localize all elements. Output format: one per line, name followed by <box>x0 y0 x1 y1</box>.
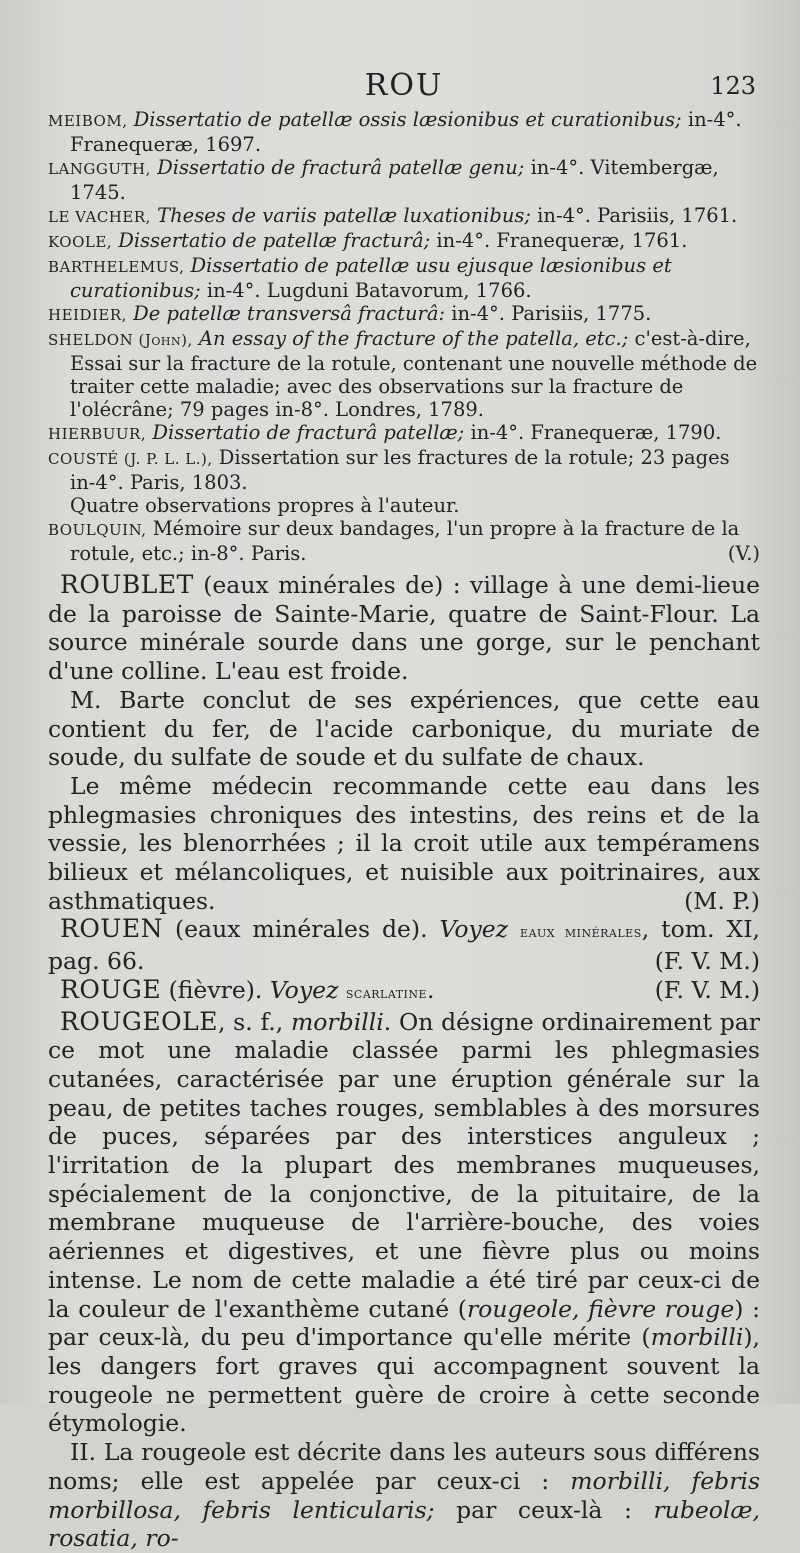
entry-text: (fièvre). <box>161 975 270 1004</box>
entry-paragraph <box>48 571 760 686</box>
bibliography-item <box>48 254 760 302</box>
bib-details: Quatre observations propres à l'auteur. <box>70 494 460 517</box>
entry-text: . <box>427 975 435 1004</box>
entry-text: II. La rougeole est décrite dans les auteurs sous différens noms; elle est appelée par ceux-ci : <box>48 1438 760 1495</box>
author-signature: (F. V. M.) <box>654 947 760 976</box>
entry-text <box>338 976 345 1004</box>
bib-title: Theses de variis patellæ luxationibus; <box>157 204 531 227</box>
entry-paragraph <box>48 915 760 975</box>
bibliography-item <box>48 156 760 204</box>
entry-text: rougeole, fièvre rouge <box>466 1294 735 1323</box>
entry-text: M. Barte conclut de ses expériences, que cette eau contient du fer, de l'acide carbonique, du muriate de soude, du sulfate de soude et du sulfate de chaux. <box>48 685 760 772</box>
entry-text: , s. f., <box>217 1007 291 1036</box>
bib-author: HEIDIER, <box>48 306 127 324</box>
bib-author: SHELDON (John), <box>48 331 193 349</box>
bib-author: BOULQUIN, <box>48 521 147 539</box>
bib-author: BARTHELEMUS, <box>48 258 185 276</box>
bibliography-item <box>48 421 760 446</box>
bibliography-list <box>48 108 760 565</box>
bib-title: Dissertatio de patellæ usu ejusque læsionibus et curationibus; <box>70 254 672 302</box>
bib-details: in-4°. Parisiis, 1775. <box>451 302 652 325</box>
entry-text: . On désigne ordinairement par ce mot une maladie classée parmi les phlegmasies cutanées, caractérisée par une éruption générale sur la peau, de petites taches rouges, semblables à des morsures de puces, séparées par des interstices anguleux ; l'irritation de la plupart des membranes muqueuses, spécialement de la conjonctive, de la pituitaire, de la membrane muqueuse de l'arrière-bouche, des voies aériennes et digestives, et une fièvre plus ou moins intense. Le nom de cette maladie a été tiré par ceux-ci de la couleur de l'exanthème cutané ( <box>48 1007 760 1323</box>
bib-author: KOOLE, <box>48 233 113 251</box>
bib-details: in-4°. Franequeræ, 1790. <box>470 421 722 444</box>
entry-paragraph <box>48 1008 760 1439</box>
bibliography-item <box>48 204 760 229</box>
entry-text: Le même médecin recommande cette eau dans les phlegmasies chroniques des intestins, des reins et de la vessie, les blenorrhées ; il la croit utile aux tempéramens bilieux et mélancoliques, et nuisible aux poitrinaires, aux asthmatiques. <box>48 771 760 915</box>
bib-title: Dissertatio de patellæ fracturâ; <box>118 229 431 252</box>
dictionary-entries <box>48 571 760 1553</box>
page-number: 123 <box>710 72 756 100</box>
bib-title: Dissertatio de fracturâ patellæ genu; <box>157 156 525 179</box>
bibliography-item <box>48 327 760 421</box>
bib-signature: (V.) <box>727 542 760 565</box>
entry-paragraph <box>48 686 760 772</box>
bib-details: c'est-à-dire, Essai sur la fracture de la rotule, contenant une nouvelle méthode de traiter cette maladie; avec des observations sur la fracture de l'olécrâne; 79 pages in-8°. Londres, 1789. <box>70 327 758 421</box>
bibliography-item <box>48 494 760 517</box>
entry-text: Voyez <box>269 975 339 1004</box>
bib-author: LANGGUTH, <box>48 160 151 178</box>
entry-text: , tom. XI, pag. 66. <box>48 915 760 976</box>
bib-title: De patellæ transversâ fracturâ: <box>133 302 446 325</box>
bib-author: COUSTÉ (J. P. L. L.), <box>48 450 213 468</box>
entry-paragraph <box>48 1438 760 1553</box>
entry-text: (eaux minérales de) : village à une demi-lieue de la paroisse de Sainte-Marie, quatre de Saint-Flour. La source minérale sourde dans une gorge, sur le penchant d'une colline. L'eau est froide. <box>48 571 760 686</box>
bib-author: LE VACHER, <box>48 208 151 226</box>
entry-text: rubeolæ, rosatia, ro- <box>48 1495 760 1553</box>
bibliography-item <box>48 108 760 156</box>
bib-details: in-4°. Franequeræ, 1761. <box>436 229 688 252</box>
entry-text: (eaux minérales de). <box>163 915 440 944</box>
bib-details: Mémoire sur deux bandages, l'un propre à la fracture de la rotule, etc.; in-8°. Paris. <box>70 517 740 565</box>
entry-headword: ROUGEOLE <box>60 1006 218 1036</box>
entry-text: morbilli <box>290 1007 384 1036</box>
bib-title: Dissertatio de patellæ ossis læsionibus et curationibus; <box>133 108 682 131</box>
bib-title: An essay of the fracture of the patella, etc.; <box>198 327 629 350</box>
entry-text: scarlatine <box>345 983 428 1002</box>
entry-headword: ROUBLET <box>60 570 194 599</box>
entry-paragraph <box>48 976 760 1008</box>
bib-details: in-4°. Lugduni Batavorum, 1766. <box>206 279 532 302</box>
author-signature: (F. V. M.) <box>654 975 760 1004</box>
entry-headword: ROUEN <box>60 914 164 944</box>
bib-author: MEIBOM, <box>48 112 128 130</box>
bib-details: in-4°. Vitembergæ, 1745. <box>70 156 719 204</box>
running-head: ROU <box>364 68 444 103</box>
bib-details: Dissertation sur les fractures de la rotule; 23 pages in-4°. Paris, 1803. <box>70 446 730 494</box>
entry-text: morbilli, febris morbillosa, febris lenticularis; <box>48 1466 761 1524</box>
entry-paragraph <box>48 772 760 916</box>
bibliography-item <box>48 517 760 565</box>
bib-author: HIERBUUR, <box>48 425 147 443</box>
bib-details: in-4°. Parisiis, 1761. <box>537 204 738 227</box>
bibliography-item <box>48 302 760 327</box>
bibliography-item <box>48 446 760 494</box>
entry-text: eaux minérales <box>520 923 642 942</box>
bib-title: Dissertatio de fracturâ patellæ; <box>152 421 465 444</box>
bib-details: in-4°. Franequeræ, 1697. <box>70 108 742 156</box>
entry-text: ) : par ceux-là, du peu d'importance qu'elle mérite ( <box>48 1294 761 1352</box>
entry-text: ), les dangers fort graves qui accompagnent souvent la rougeole ne permettent guère de croire à cette seconde étymologie. <box>48 1323 760 1438</box>
entry-text: Voyez <box>439 915 509 944</box>
entry-headword: ROUGE <box>60 974 162 1004</box>
entry-text: par ceux-là : <box>434 1495 654 1524</box>
page-header <box>48 60 760 108</box>
entry-text: morbilli <box>650 1323 744 1352</box>
entry-text <box>508 915 520 943</box>
bibliography-item <box>48 229 760 254</box>
author-signature: (M. P.) <box>684 886 760 915</box>
